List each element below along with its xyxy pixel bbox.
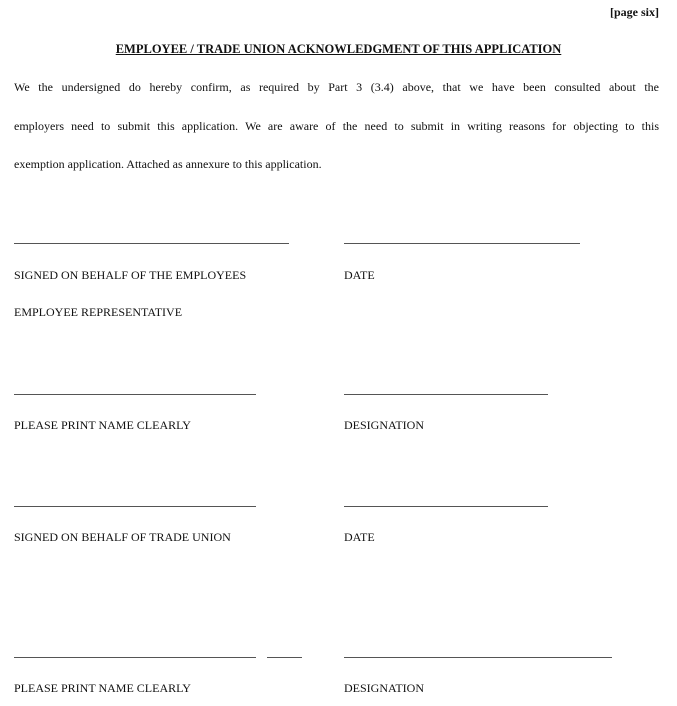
signed-employees-label: SIGNED ON BEHALF OF THE EMPLOYEES: [14, 268, 247, 282]
paragraph-line-2: employers need to submit this application. We are aware of the need to submit in writing reasons for objecting to this: [14, 119, 659, 133]
union-date-line[interactable]: [344, 506, 548, 507]
employee-designation-line[interactable]: [344, 394, 548, 395]
employee-print-name-line[interactable]: [14, 394, 256, 395]
union-print-name-line-extension[interactable]: [267, 657, 302, 658]
date-label-employees: DATE: [344, 268, 375, 282]
union-designation-line[interactable]: [344, 657, 612, 658]
paragraph-line-1: We the undersigned do hereby confirm, as required by Part 3 (3.4) above, that we have been consulted about the: [14, 80, 659, 94]
signed-union-label: SIGNED ON BEHALF OF TRADE UNION: [14, 530, 231, 544]
employee-date-line[interactable]: [344, 243, 580, 244]
paragraph-line-3: exemption application. Attached as annexure to this application.: [14, 157, 322, 171]
page-number: [page six]: [610, 5, 659, 19]
union-print-name-line[interactable]: [14, 657, 256, 658]
date-label-union: DATE: [344, 530, 375, 544]
print-name-label-employees: PLEASE PRINT NAME CLEARLY: [14, 418, 191, 432]
designation-label-employees: DESIGNATION: [344, 418, 424, 432]
page-title: EMPLOYEE / TRADE UNION ACKNOWLEDGMENT OF THIS APPLICATION: [115, 42, 562, 56]
union-signature-line[interactable]: [14, 506, 256, 507]
designation-label-union: DESIGNATION: [344, 681, 424, 695]
print-name-label-union: PLEASE PRINT NAME CLEARLY: [14, 681, 191, 695]
employee-signature-line[interactable]: [14, 243, 289, 244]
employee-representative-label: EMPLOYEE REPRESENTATIVE: [14, 305, 183, 319]
